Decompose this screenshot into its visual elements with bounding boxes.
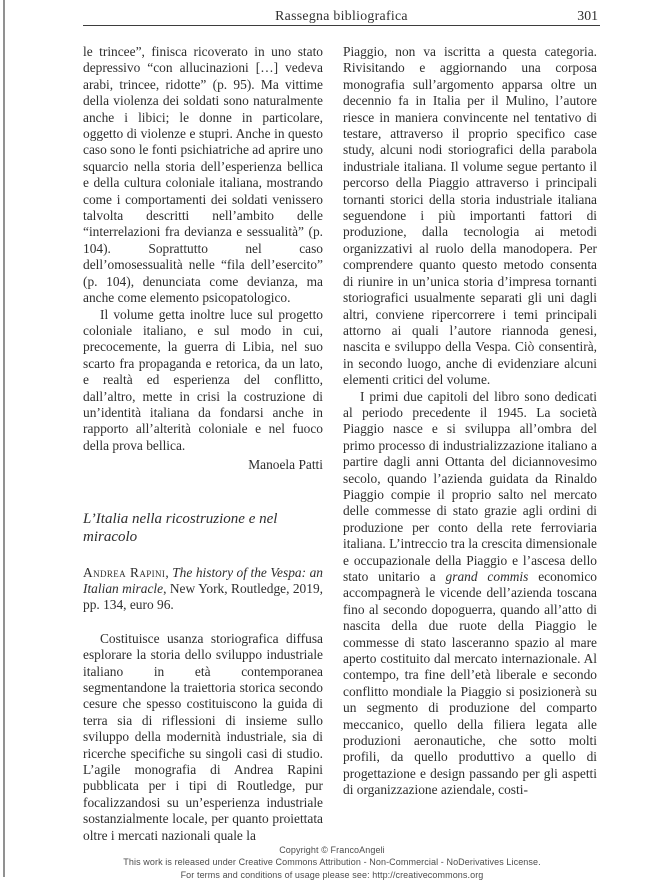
paragraph: le trincee”, finisca ricoverato in uno stato depressivo “con allucinazioni […] vedeva arabi, trincee, ridotte” (p. 95). Ma vittime della violenza dei soldati sono naturalmente anche i libici; le donne in particolare, oggetto di violenze e stupri. Anche in questo caso sono le fonti psichiatriche ad aprire uno squarcio nella storia dell’esperienza bellica e della cultura coloniale italiana, mostrando come i comportamenti dei soldati venissero talvolta descritti nell’ambito delle “interrelazioni fra devianza e sessualità” (p. 104). Soprattutto nel caso dell’omosessualità nelle “fila dell’esercito” (p. 104), denunciata come devianza, ma anche come elemento psicopatologico. [83, 44, 323, 306]
left-column [83, 44, 323, 844]
paragraph: I primi due capitoli del libro sono dedicati al periodo precedente il 1945. La società Piaggio nasce e si sviluppa all’ombra del primo processo di industrializzazione italiano a partire dagli anni Ottanta del diciannovesimo secolo, quando l’azienda guidata da Rinaldo Piaggio compie il proprio salto nel mercato delle commesse di stato grazie agli ordini di produzione per conto della rete ferroviaria italiana. L’intreccio tra la crescita dimensionale e occupazionale della Piaggio e l’ascesa dello stato unitario a grand commis economico accompagnerà le vicende dell’azienda toscana fino al secondo dopoguerra, quando all’atto di nascita della due ruote della Piaggio le commesse di stato lasceranno spazio al mare aperto costituito dal mercato internazionale. Al contempo, tra fine dell’età liberale e secondo conflitto mondiale la Piaggio si posizionerà su un segmento di produzione del comparto meccanico, quello della filiera legata alle produzioni aeronautiche, che sotto molti profili, da quello produttivo a quello di progettazione e design passando per gli aspetti di organizzazione aziendale, costi- [343, 388, 597, 798]
paragraph: Il volume getta inoltre luce sul progetto coloniale italiano, e sul modo in cui, precocemente, la guerra di Libia, nel suo scarto fra propaganda e retorica, da un lato, e realtà ed esperienza del conflitto, dall’altro, mette in crisi la costruzione di un’identità italiana da fondarsi anche in rapporto all’alterità coloniale e nel fuoco della prova bellica. [83, 306, 323, 453]
terms-line: For terms and conditions of usage please see: http://creativecommons.org [180, 869, 484, 880]
biblio: Andrea Rapini, The history of the Vespa: an Italian miracle, New York, Routledge, 2019, pp. 134, euro 96. [83, 564, 323, 613]
license-line: This work is released under Creative Commons Attribution - Non-Commercial - NoDerivatives License. [123, 857, 541, 868]
heading: L’Italia nella ricostruzione e nel miracolo [83, 510, 278, 545]
right-column [343, 44, 597, 844]
signature: Manoela Patti [248, 457, 323, 473]
paragraph: Costituisce usanza storiografica diffusa esplorare la storia dello sviluppo industriale italiano in età contemporanea segmentandone la traiettoria storica secondo cesure che spesso costituiscono la guida di terra sia di riflessioni di insieme sullo sviluppo della modernità industriale, sia di ricerche specifiche su singoli casi di studio. L’agile monografia di Andrea Rapini pubblicata per i tipi di Routledge, pur focalizzandosi su un’esperienza industriale sostanzialmente locale, per quanto proiettata oltre i mercati nazionali quale la [83, 630, 323, 843]
scan-edge-line [3, 0, 5, 877]
copyright-line: Copyright © FrancoAngeli [279, 845, 385, 855]
header-rule [83, 25, 600, 26]
paragraph: Piaggio, non va iscritta a questa categoria. Rivisitando e aggiornando una corposa monografia sull’argomento apparsa oltre un decennio fa in Italia per il Mulino, l’autore riesce in maniera convincente nel tentativo di testare, attraverso il proprio specifico case study, alcuni nodi storiografici della parabola industriale italiana. Il volume segue pertanto il percorso della Piaggio attraverso i principali tornanti storici della storia industriale italiana seguendone i più importanti fattori di produzione, dalla tecnologia ai metodi organizzativi al ruolo della manodopera. Per comprendere quanto questo metodo consenta di riunire in un’unica storia d’impresa tornanti storiografici usualmente separati gli uni dagli altri, conviene ripercorrere i temi principali attorno ai quali l’autore riannoda genesi, nascita e sviluppo della Vespa. Ciò consentirà, in secondo luogo, anche di evidenziare alcuni elementi critici del volume. [343, 44, 597, 388]
page-number: 301 [577, 8, 598, 23]
footer [0, 844, 664, 881]
running-head-title: Rassegna bibliografica [275, 8, 408, 23]
page-header [83, 6, 600, 26]
text-columns [83, 44, 597, 844]
